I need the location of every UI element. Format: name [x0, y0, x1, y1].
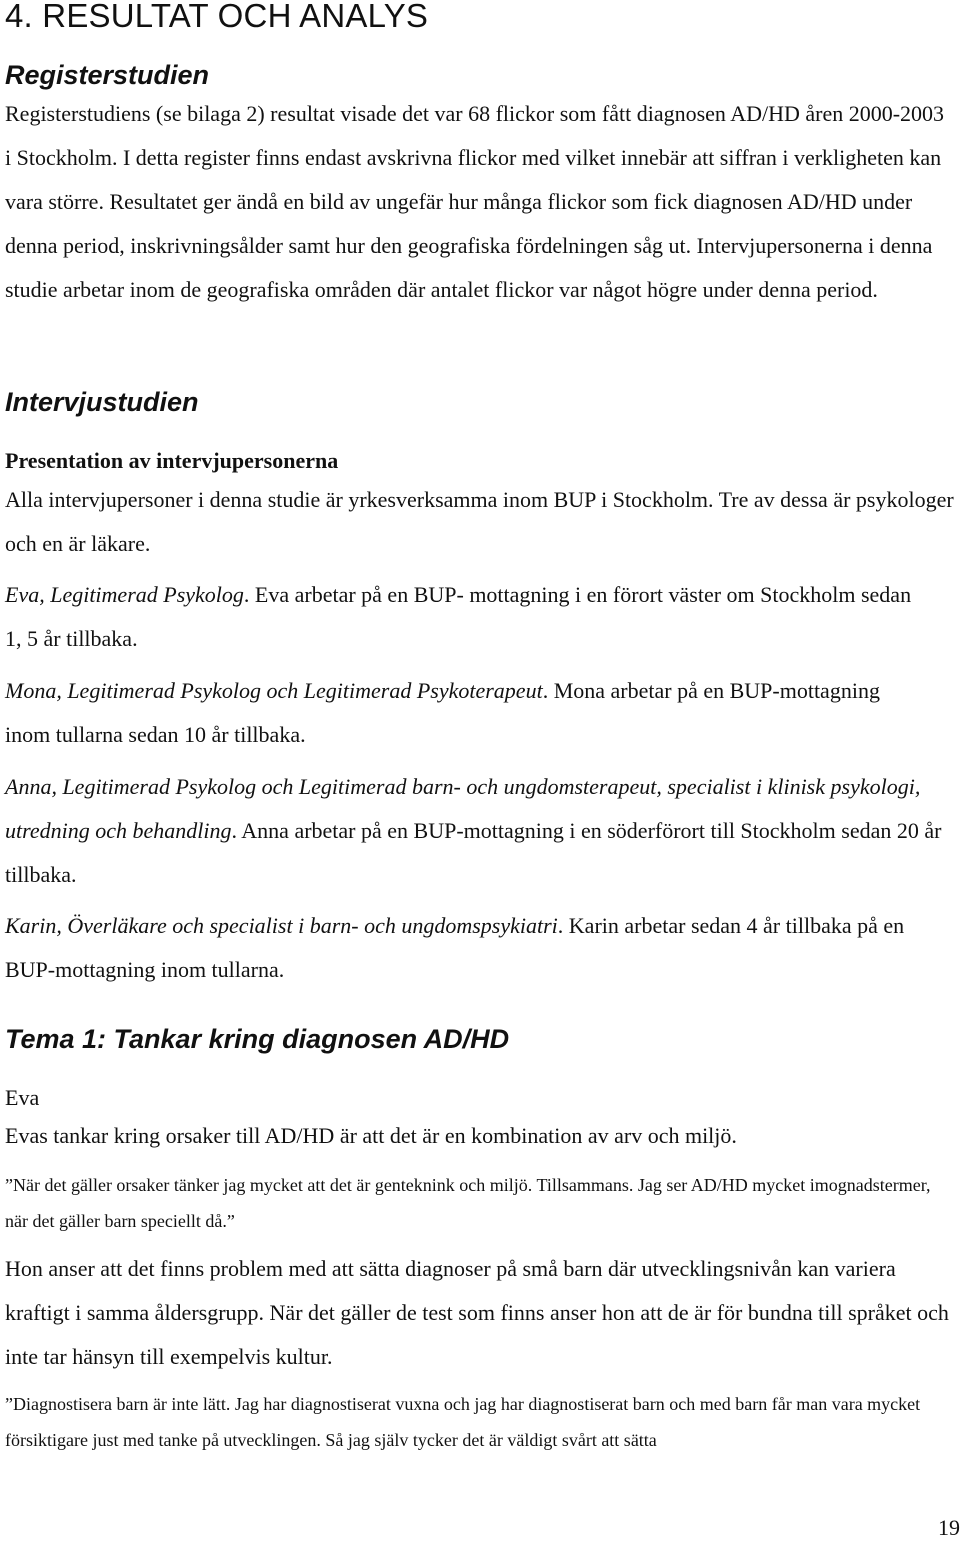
person-anna	[5, 765, 960, 897]
person-text: . Karin arbetar sedan 4 år tillbaka på en BUP-mottagning inom tullarna.	[5, 913, 905, 982]
person-text: . Eva arbetar på en BUP- mottagning i en förort väster om Stockholm sedan 1, 5 år tillbaka.	[5, 582, 912, 651]
person-karin	[5, 904, 915, 992]
person-title: Eva, Legitimerad Psykolog	[5, 582, 244, 607]
theme-paragraph-2: Hon anser att det finns problem med att sätta diagnoser på små barn där utvecklingsnivån kan variera kraftigt i samma åldersgrupp. När det gäller de test som finns anser hon att de är för bundna till språket och inte tar hänsyn till exempelvis kultur.	[5, 1256, 949, 1369]
page-number: 19	[938, 1515, 960, 1540]
quote-1: ”När det gäller orsaker tänker jag mycket att det är genteknink och miljö. Tillsammans. Jag ser AD/HD mycket imognadstermer, när det gäller barn speciellt då.”	[5, 1175, 931, 1231]
person-title: Anna, Legitimerad Psykolog och Legitimerad barn- och ungdomsterapeut, specialist i klinisk psykologi, utredning och behandling	[5, 774, 921, 843]
interview-subheading: Presentation av intervjupersonerna	[5, 448, 339, 473]
section-heading: 4. RESULTAT OCH ANALYS	[5, 0, 429, 34]
register-heading: Registerstudien	[5, 60, 210, 90]
person-title: Mona, Legitimerad Psykolog och Legitimerad Psykoterapeut	[5, 678, 543, 703]
theme-heading: Tema 1: Tankar kring diagnosen AD/HD	[5, 1024, 510, 1054]
theme-paragraph-1: Evas tankar kring orsaker till AD/HD är att det är en kombination av arv och miljö.	[5, 1123, 737, 1148]
interview-intro: Alla intervjupersoner i denna studie är yrkesverksamma inom BUP i Stockholm. Tre av dessa är psykologer och en är läkare.	[5, 487, 954, 556]
quote-2: ”Diagnostisera barn är inte lätt. Jag har diagnostiserat vuxna och jag har diagnostiserat barn och med barn får man vara mycket försiktigare just med tanke på utvecklingen. Så jag själv tycker det är väldigt svårt att sätta	[5, 1394, 921, 1450]
person-text: . Anna arbetar på en BUP-mottagning i en söderförort till Stockholm sedan 20 år tillbaka.	[5, 818, 942, 887]
person-text: . Mona arbetar på en BUP-mottagning inom tullarna sedan 10 år tillbaka.	[5, 678, 880, 747]
interview-heading: Intervjustudien	[5, 387, 199, 417]
person-title: Karin, Överläkare och specialist i barn- och ungdomspsykiatri	[5, 913, 558, 938]
person-eva	[5, 573, 925, 661]
theme-person-name: Eva	[5, 1085, 40, 1110]
register-paragraph: Registerstudiens (se bilaga 2) resultat visade det var 68 flickor som fått diagnosen AD/HD åren 2000-2003 i Stockholm. I detta register finns endast avskrivna flickor med vilket innebär att siffran i verkligheten kan vara större. Resultatet ger ändå en bild av ungefär hur många flickor som fick diagnosen AD/HD under denna period, inskrivningsålder samt hur den geografiska fördelningen såg ut. Intervjupersonerna i denna studie arbetar inom de geografiska områden där antalet flickor var något högre under denna period.	[5, 101, 945, 302]
person-mona	[5, 669, 905, 757]
